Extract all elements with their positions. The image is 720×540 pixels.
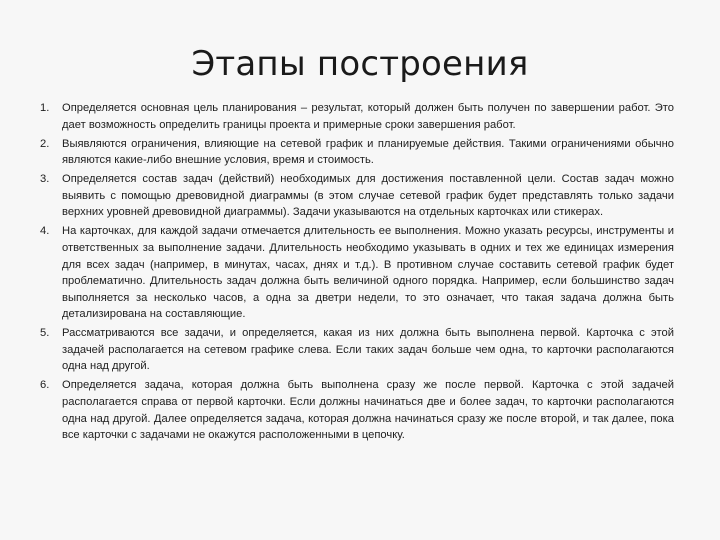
item-number: 2. [40, 137, 50, 150]
item-text: Определяется основная цель планирования – результат, который должен быть получен по завершении работ. Это дает возможность определить границы проекта и примерные сроки завершения работ. [62, 102, 674, 131]
item-number: 6. [40, 379, 50, 392]
item-text: Выявляются ограничения, влияющие на сетевой график и планируемые действия. Такими ограничениями обычно являются какие-либо внешние условия, время и стоимость. [62, 137, 674, 167]
item-text: Рассматриваются все задачи, и определяется, какая из них должна быть выполнена первой. Карточка с этой задачей располагается на сетевом графике слева. Если таких задач больше чем одна, то карточки располагаются одна над другой. [62, 327, 674, 373]
item-number: 3. [40, 173, 50, 186]
item-text: На карточках, для каждой задачи отмечается длительность ее выполнения. Можно указать ресурсы, инструменты и ответственных за выполнение задачи. Длительность необходимо указывать в одних и тех же единицах измерения для всех задач (например, в минутах, часах, днях и т.д.). В противном случае составить сетевой график будет проблематично. Длительность задач должна быть величиной одного порядка. Например, если большинство задач выполняется за несколько часов, а одна за дветри недели, то это означает, что такая задача должна быть детализирована на составляющие. [62, 225, 674, 321]
item-text: Определяется задача, которая должна быть выполнена сразу же после первой. Карточка с этой задачей располагается справа от первой карточки. Если должны начинаться две и более задач, то карточки располагаются одна над другой. Далее определяется задача, которая должна начинаться сразу же после второй, и так далее, пока все карточки с задачами не окажутся расположенными в цепочку. [62, 379, 674, 442]
list-item [40, 171, 674, 221]
item-number: 5. [40, 327, 50, 340]
list-item [40, 100, 674, 133]
list-item [40, 325, 674, 375]
list-item [40, 223, 674, 323]
list-item [40, 136, 674, 169]
item-text: Определяется состав задач (действий) необходимых для достижения поставленной цели. Состав задач можно выявить с помощью древовидной диаграммы (в этом случае сетевой график будет представлять только задачи верхних уровней древовидной диаграммы). Задачи указываются на отдельных карточках или стикерах. [62, 173, 674, 219]
slide-title: Этапы построения [191, 44, 529, 84]
item-number: 1. [40, 102, 50, 114]
list-item [40, 377, 674, 443]
item-number: 4. [40, 225, 50, 238]
steps-list [40, 100, 674, 446]
